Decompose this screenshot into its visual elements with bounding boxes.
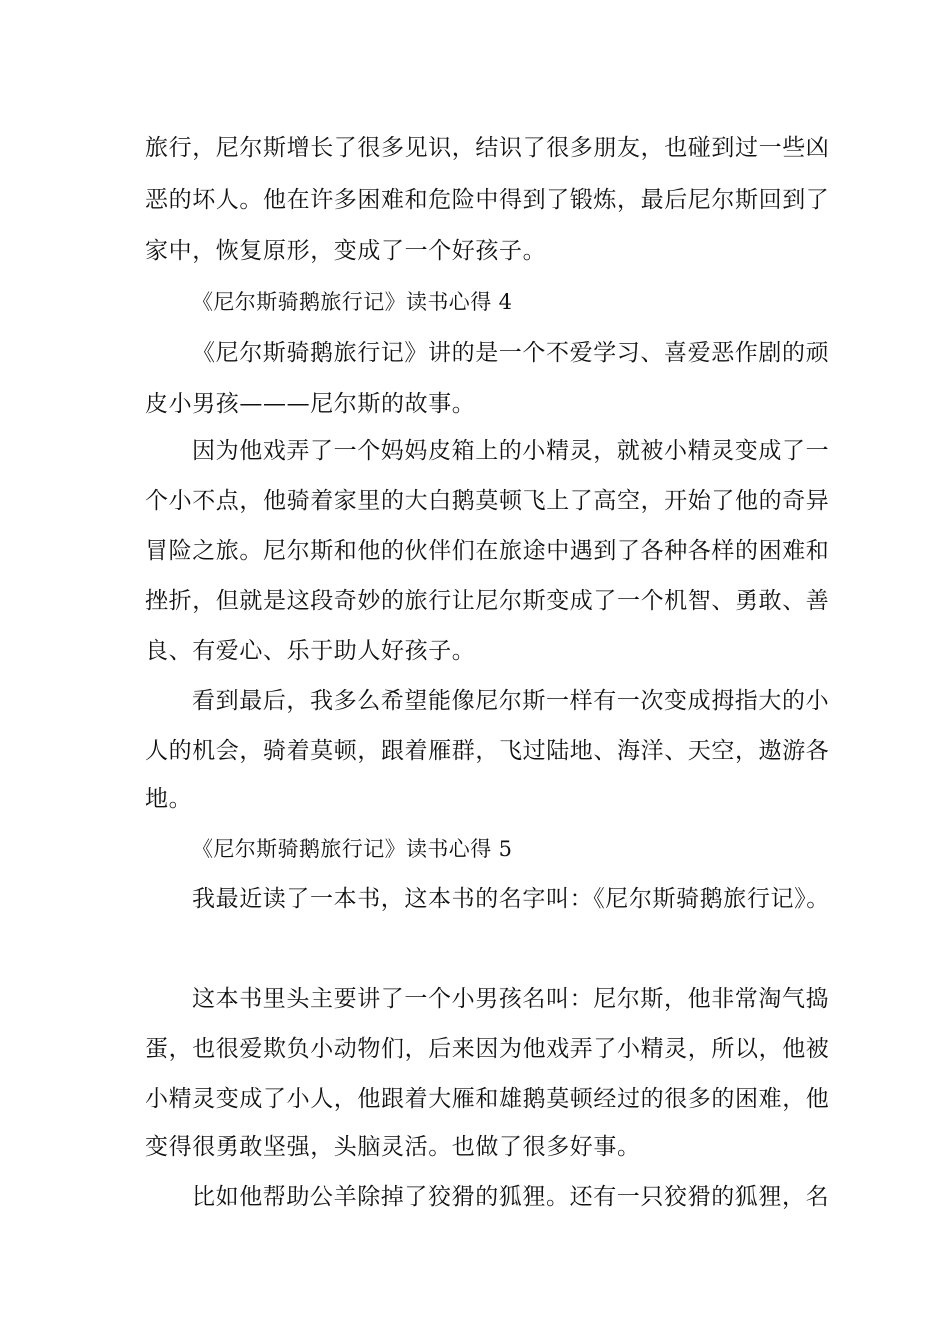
section-heading: 《尼尔斯骑鹅旅行记》读书心得 5 [192,837,513,861]
text-line: 冒险之旅。尼尔斯和他的伙伴们在旅途中遇到了各种各样的困难和 [145,538,830,564]
text-line: 看到最后，我多么希望能像尼尔斯一样有一次变成拇指大的小 [192,688,830,714]
text-line: 挫折，但就是这段奇妙的旅行让尼尔斯变成了一个机智、勇敢、善 [145,588,830,614]
text-line: 旅行，尼尔斯增长了很多见识，结识了很多朋友，也碰到过一些凶 [145,135,830,161]
text-line: 《尼尔斯骑鹅旅行记》讲的是一个不爱学习、喜爱恶作剧的顽 [192,340,830,366]
text-line: 个小不点，他骑着家里的大白鹅莫顿飞上了高空，开始了他的奇异 [145,488,830,514]
text-line: 我最近读了一本书，这本书的名字叫：《尼尔斯骑鹅旅行记》。 [192,886,830,912]
text-line: 变得很勇敢坚强，头脑灵活。也做了很多好事。 [145,1134,641,1160]
section-heading: 《尼尔斯骑鹅旅行记》读书心得 4 [192,290,513,314]
text-line: 因为他戏弄了一个妈妈皮箱上的小精灵，就被小精灵变成了一 [192,438,830,464]
text-line: 恶的坏人。他在许多困难和危险中得到了锻炼，最后尼尔斯回到了 [145,187,830,213]
text-line: 小精灵变成了小人，他跟着大雁和雄鹅莫顿经过的很多的困难，他 [145,1086,830,1112]
text-line: 皮小男孩———尼尔斯的故事。 [145,391,476,417]
text-line: 良、有爱心、乐于助人好孩子。 [145,638,476,664]
text-line: 比如他帮助公羊除掉了狡猾的狐狸。还有一只狡猾的狐狸，名 [192,1184,830,1210]
text-line: 这本书里头主要讲了一个小男孩名叫：尼尔斯，他非常淘气捣 [192,986,830,1012]
text-line: 人的机会，骑着莫顿，跟着雁群，飞过陆地、海洋、天空，遨游各 [145,738,830,764]
text-line: 家中，恢复原形，变成了一个好孩子。 [145,238,547,264]
text-line: 地。 [145,786,193,812]
text-line: 蛋，也很爱欺负小动物们，后来因为他戏弄了小精灵，所以，他被 [145,1036,830,1062]
